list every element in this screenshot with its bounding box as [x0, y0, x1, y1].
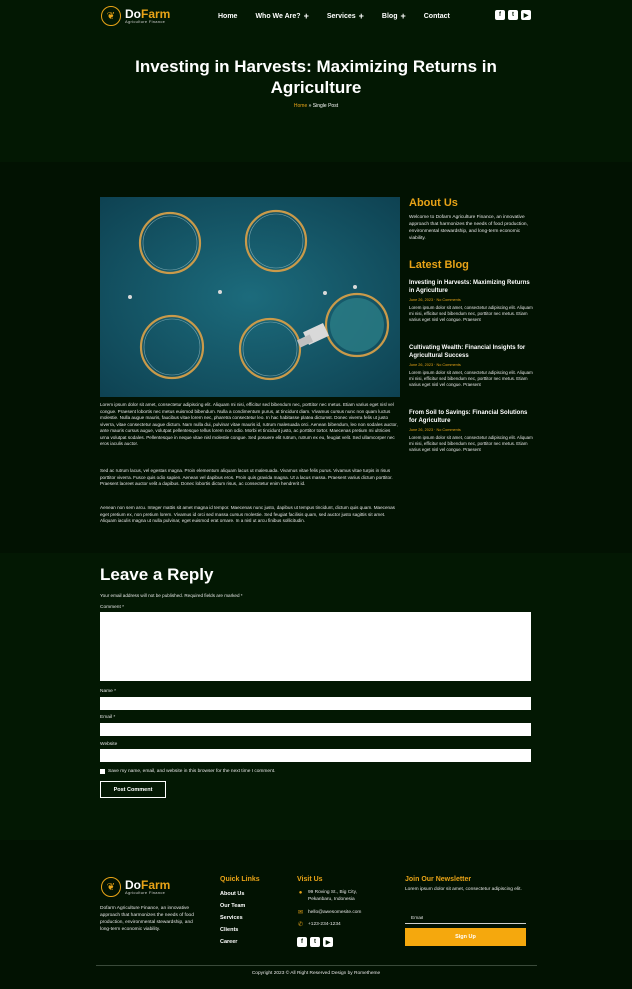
breadcrumb [0, 103, 632, 109]
about-text: Welcome to Dofarm Agriculture Finance, an innovative approach that harmonizes the needs of food production, environmental stewardship, and long-term economic viability. [409, 215, 528, 241]
sign-up-button[interactable]: Sign Up [405, 928, 526, 946]
save-info-label: Save my name, email, and website in this browser for the next time I comment. [108, 769, 276, 774]
breadcrumb-home-link[interactable]: Home [293, 103, 308, 109]
name-field[interactable] [100, 697, 531, 710]
blog-item-title[interactable]: Cultivating Wealth: Financial Insights for Agricultural Success [409, 345, 526, 359]
plus-icon: + [358, 11, 364, 21]
reply-title: Leave a Reply [100, 565, 214, 584]
page-title: Investing in Harvests: Maximizing Returns in Agriculture [135, 57, 497, 97]
quick-link-career[interactable]: Career [220, 939, 238, 945]
wheat-logo-icon: ❦ [101, 6, 121, 26]
logo-tagline: Agriculture Finance [125, 19, 166, 24]
website-label: Website [100, 742, 118, 747]
site-logo[interactable] [101, 6, 170, 26]
footer-email[interactable]: ✉ hello@awesomesite.com [297, 910, 362, 916]
plus-icon: + [303, 11, 309, 21]
nav-item-who-we-are[interactable]: Who We Are? + [255, 11, 309, 21]
comment-textarea[interactable] [100, 612, 531, 681]
newsletter-text: Lorem ipsum dolor sit amet, consectetur adipiscing elit. [405, 887, 522, 892]
latest-blog-title: Latest Blog [409, 259, 469, 271]
post-paragraph-2: Sed ac rutrum lacus, vel egestas magna. Proin elementum aliquam lacus ut malesuada. Vivamus vitae felis purus. Vivamus vitae turpis in risus porttitor viverra. Fusce quis odio sapien. Aenean vel dapibus eros. Proin quis gravida magna. Ut a lacus massa. Praesent varius dictum porttitor. Praesent laoreet auctor velit a dapibus. Donec lobortis dictum risus, ac consectetur enim hendrerit id. [100, 468, 393, 486]
visit-us-title: Visit Us [297, 876, 323, 883]
blog-item-excerpt: Lorem ipsum dolor sit amet, consectetur adipiscing elit. Aliquam mi nisi, efficitur sed bibendum nec, porttitor nec metus. Etiam varius eget nisl vel congue. Praesent [409, 370, 533, 387]
header-social-links [495, 10, 534, 20]
logo-name: DoFarm [125, 878, 171, 892]
location-pin-icon: ● [298, 890, 303, 896]
email-field[interactable] [100, 723, 531, 736]
envelope-icon: ✉ [297, 910, 304, 916]
facebook-icon[interactable]: f [297, 937, 307, 947]
email-label: Email * [100, 715, 116, 720]
quick-link-clients[interactable]: Clients [220, 927, 239, 933]
footer-address: ● 99 Roving St., Big City, Pekanbaru, Indonesia [298, 890, 357, 902]
newsletter-title: Join Our Newsletter [405, 876, 472, 883]
footer-divider [96, 965, 537, 966]
quick-links-title: Quick Links [220, 876, 260, 883]
footer-phone[interactable]: ✆ +123-234-1234 [297, 922, 341, 928]
site-header [0, 0, 632, 32]
blog-item-meta: June 26, 2023 · No Comments [409, 428, 461, 432]
twitter-icon[interactable]: t [508, 10, 518, 20]
post-featured-image [100, 197, 400, 397]
sidebar-about [409, 197, 534, 242]
copyright-text: Copyright 2023 © All Right Reserved Design by Rometheme [251, 971, 381, 976]
post-paragraph-1: Lorem ipsum dolor sit amet, consectetur adipiscing elit. Aliquam mi nisi, efficitur sed bibendum nec, porttitor nec metus. Etiam varius eget nisl vel congue. Praesent lobortis nec metus euismod bibendum. Nulla a condimentum purus, at tincidunt diam. Vivamus cursus nunc non quam luctus molestie. Nulla augue mauris, faucibus vitae lorem nec, pharetra consectetur leo. In hac habitasse platea dictumst. Donec viverra felis ut justo viverra, vitae consectetur augue dictum. Nam nulla dui, pulvinar vitae mauris id, rutrum malesuada orci. Aenean bibendum, leo non sodales auctor, ante mauris cursus augue, volutpat pellentesque tellus lorem non odio. Morbi et tincidunt justo, ac porttitor tortor. Maecenas pretium mi ultricies urna volutpat sodales. Pellentesque in neque vitae nisl molestie congue. Sed posuere elit rutrum, rutrum ex eu, feugiat velit. Sed ullamcorper nec eros iaculis auctor. [100, 402, 398, 446]
save-info-row [100, 769, 275, 774]
nav-item-blog[interactable]: Blog + [381, 11, 406, 21]
logo-name: DoFarm [125, 7, 171, 21]
reply-note: Your email address will not be published. Required fields are marked * [100, 593, 243, 598]
save-info-checkbox[interactable] [100, 769, 105, 774]
plus-icon: + [400, 11, 406, 21]
blog-item-excerpt: Lorem ipsum dolor sit amet, consectetur adipiscing elit. Aliquam mi nisi, efficitur sed bibendum nec, porttitor nec metus. Etiam varius eget nisl vel congue. Praesent [409, 305, 533, 322]
blog-item-meta: June 26, 2023 · No Comments [409, 298, 461, 302]
youtube-icon[interactable]: ▶ [323, 937, 333, 947]
logo-tagline: Agriculture Finance [125, 890, 166, 895]
nav-item-home[interactable]: Home [218, 12, 238, 20]
name-label: Name * [100, 689, 116, 694]
breadcrumb-separator: » [308, 103, 312, 109]
phone-icon: ✆ [297, 922, 304, 928]
wheat-logo-icon: ❦ [101, 877, 121, 897]
blog-item-excerpt: Lorem ipsum dolor sit amet, consectetur adipiscing elit. Aliquam mi nisi, efficitur sed bibendum nec, porttitor nec metus. Etiam varius eget nisl vel congue. Praesent [409, 435, 533, 452]
blog-item-meta: June 26, 2023 · No Comments [409, 363, 461, 367]
youtube-icon[interactable]: ▶ [521, 10, 531, 20]
twitter-icon[interactable]: t [310, 937, 320, 947]
facebook-icon[interactable]: f [495, 10, 505, 20]
footer-description: Dofarm Agriculture Finance, an innovative approach that harmonizes the needs of food production, environmental stewardship, and long-term economic viability. [100, 906, 194, 932]
blog-item-title[interactable]: Investing in Harvests: Maximizing Returns in Agriculture [409, 280, 530, 294]
post-paragraph-3: Aenean non sem arcu. Integer mattis sit amet magna id tempor. Maecenas nunc justo, dapibus ut tempus tincidunt, dictum quis quam. Maecenas eget pretium ex, non pretium lorem. Vivamus id orci sed massa cursus molestie. Sed feugiat facilisis quam, sed auctor justo sagittis sit amet. Aliquam iaculis magna ut nulla pulvinar, eget euismod erat ornare. In a nisl ut arcu finibus sollicitudin. [100, 505, 395, 523]
comment-label: Comment * [100, 605, 124, 610]
footer-social-links [297, 937, 336, 947]
fish-farm-image [100, 197, 400, 397]
footer-logo[interactable] [101, 877, 170, 897]
quick-link-our-team[interactable]: Our Team [220, 903, 246, 909]
blog-item[interactable] [409, 409, 534, 453]
sidebar-latest-blog [409, 259, 534, 271]
website-field[interactable] [100, 749, 531, 762]
blog-item[interactable] [409, 279, 534, 323]
about-title: About Us [409, 197, 458, 209]
blog-item-title[interactable]: From Soil to Savings: Financial Solutions for Agriculture [409, 410, 528, 424]
newsletter-email-input[interactable] [405, 913, 526, 924]
quick-link-services[interactable]: Services [220, 915, 243, 921]
post-comment-button[interactable]: Post Comment [100, 781, 166, 798]
nav-item-services[interactable]: Services + [326, 11, 364, 21]
nav-item-contact[interactable]: Contact [423, 12, 450, 20]
breadcrumb-current: Single Post [312, 103, 339, 109]
quick-link-about-us[interactable]: About Us [220, 891, 245, 897]
blog-item[interactable] [409, 344, 534, 388]
main-nav [218, 11, 468, 21]
